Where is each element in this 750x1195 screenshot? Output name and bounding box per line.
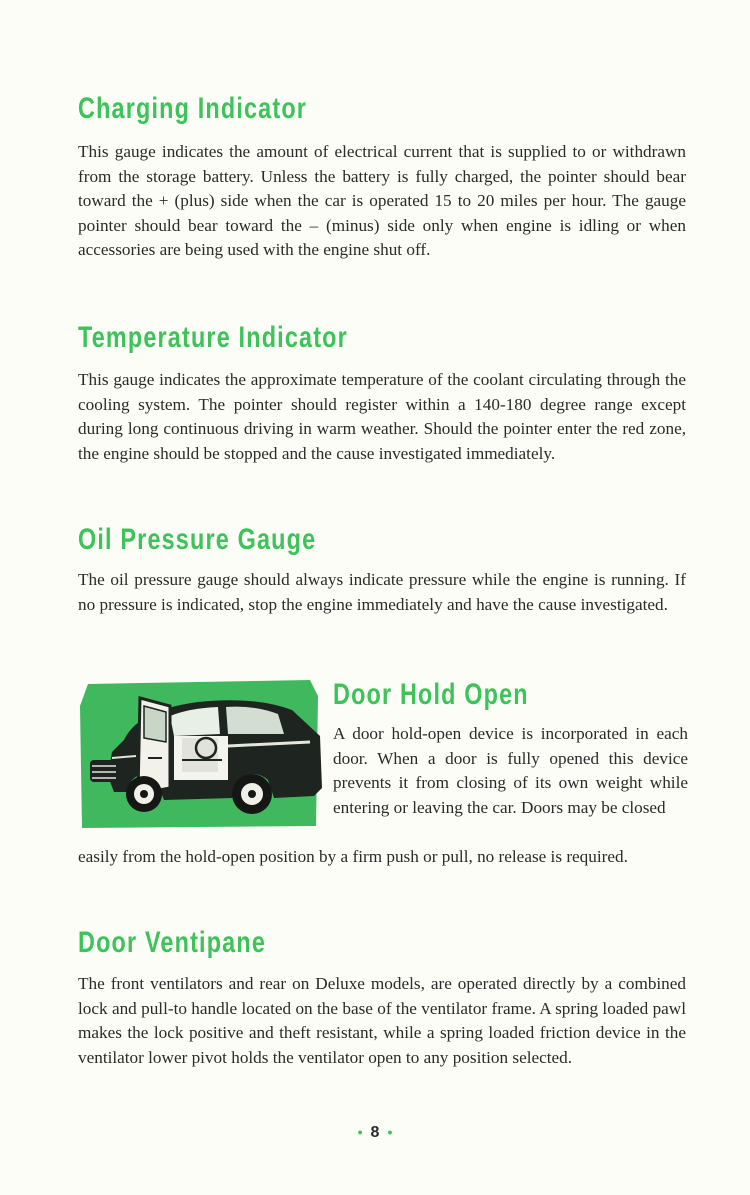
paragraph-charging-indicator: This gauge indicates the amount of electrical current that is supplied to or withdrawn from the storage battery. Unless the battery is fully charged, the pointer should bear toward the + (plus) side when the car is operated 15 to 20 miles per hour. The gauge pointer should bear toward the – (minus) side only when engine is idling or when accessories are being used with the engine shut off. — [78, 142, 686, 260]
paragraph-door-hold-open-side: A door hold-open device is incorporated in each door. When a door is fully opened this device prevents it from closing of its own weight while entering or leaving the car. Doors may be closed — [333, 724, 688, 817]
page-number — [0, 1124, 750, 1142]
paragraph-temperature-indicator: This gauge indicates the approximate temperature of the coolant circulating through the cooling system. The pointer should register within a 140-180 degree range except during long continuous driving in warm weather. Should the pointer enter the red zone, the engine should be stopped and the cause investigated immediately. — [78, 370, 686, 463]
paragraph-oil-pressure-gauge: The oil pressure gauge should always indicate pressure while the engine is running. If no pressure is indicated, stop the engine immediately and have the cause investigated. — [78, 570, 686, 614]
heading-oil-pressure-gauge: Oil Pressure Gauge — [78, 523, 317, 556]
paragraph-door-hold-open-continued: easily from the hold-open position by a firm push or pull, no release is required. — [78, 847, 628, 866]
page-number-value: 8 — [370, 1124, 380, 1141]
heading-temperature-indicator: Temperature Indicator — [78, 321, 348, 354]
car-with-open-door-illustration — [78, 676, 324, 832]
page-number-right-dot: • — [387, 1124, 393, 1140]
heading-charging-indicator: Charging Indicator — [78, 92, 308, 125]
paragraph-door-ventipane: The front ventilators and rear on Deluxe models, are operated directly by a combined lock and pull-to handle located on the base of the ventilator frame. A spring loaded pawl makes the lock positive and theft resistant, while a spring loaded friction device in the ventilator lower pivot holds the ventilator open to any position selected. — [78, 974, 686, 1067]
heading-door-ventipane: Door Ventipane — [78, 926, 267, 959]
heading-door-hold-open: Door Hold Open — [333, 678, 529, 711]
page-number-left-dot: • — [357, 1124, 363, 1140]
